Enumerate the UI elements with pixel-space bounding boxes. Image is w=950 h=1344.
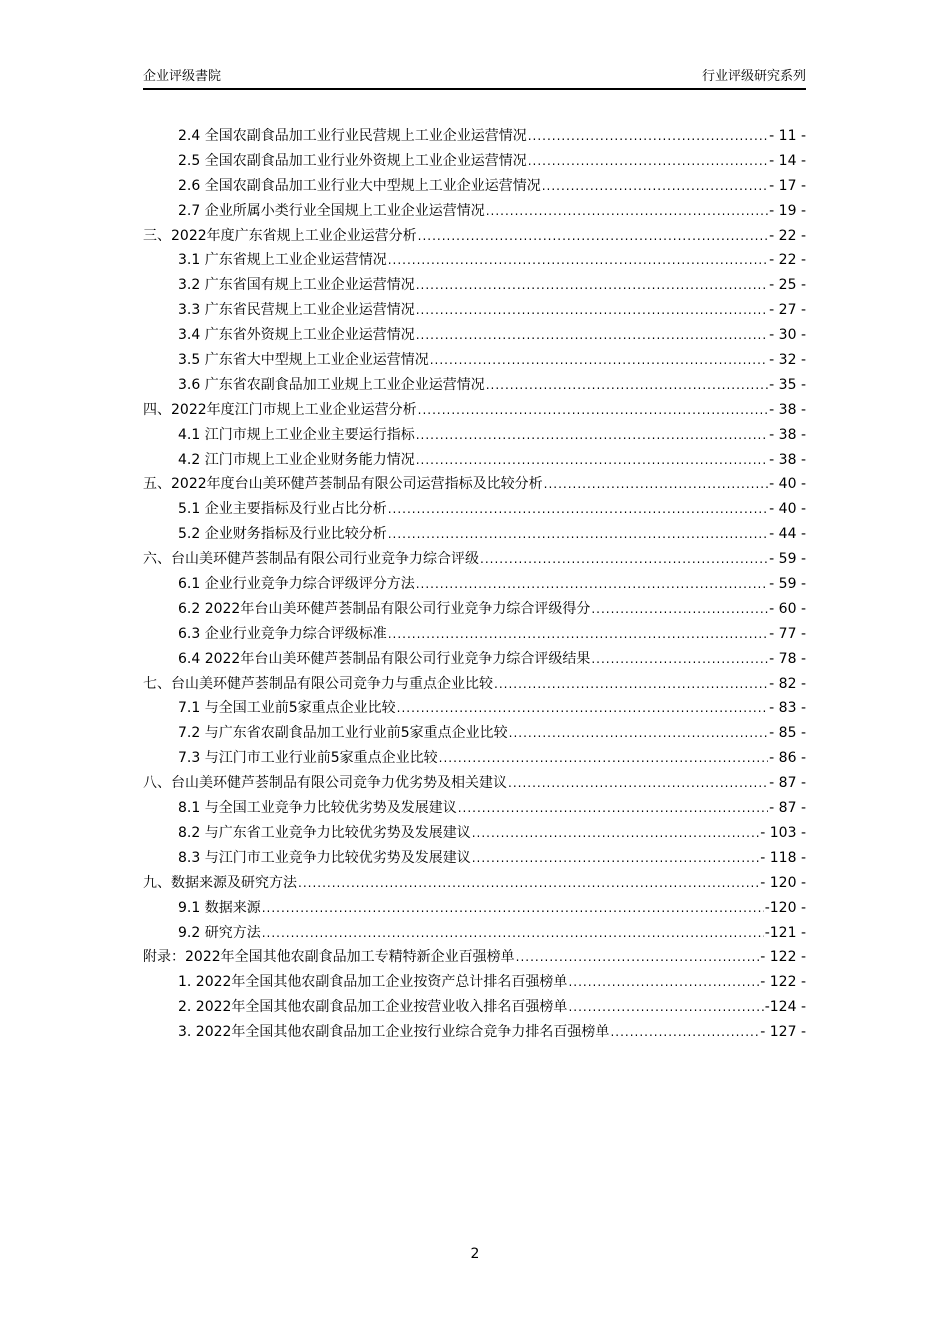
toc-entry-title: 五、2022年度台山美环健芦荟制品有限公司运营指标及比较分析 <box>143 476 543 493</box>
toc-entry-page: - 40 - <box>769 476 806 493</box>
toc-dot-leader <box>418 224 769 249</box>
toc-entry-title: 8.3 与江门市工业竞争力比较优劣势及发展建议 <box>178 849 471 866</box>
toc-section-entry[interactable] <box>143 746 806 771</box>
toc-section-entry[interactable] <box>143 896 806 921</box>
toc-chapter-entry[interactable] <box>143 472 806 497</box>
toc-entry-title: 6.2 2022年台山美环健芦荟制品有限公司行业竞争力综合评级得分 <box>178 600 591 617</box>
toc-section-entry[interactable] <box>143 597 806 622</box>
toc-section-entry[interactable] <box>143 423 806 448</box>
toc-entry-page: - 59 - <box>769 576 806 593</box>
toc-entry-page: -121 - <box>764 924 806 941</box>
toc-chapter-entry[interactable] <box>143 771 806 796</box>
toc-entry-page: - 85 - <box>769 725 806 742</box>
toc-section-entry[interactable] <box>143 373 806 398</box>
toc-entry-page: - 17 - <box>769 177 806 194</box>
toc-entry-page: - 30 - <box>769 327 806 344</box>
toc-dot-leader <box>439 746 769 771</box>
toc-dot-leader <box>542 174 768 199</box>
toc-section-entry[interactable] <box>143 821 806 846</box>
toc-entry-page: - 14 - <box>769 152 806 169</box>
toc-entry-page: - 103 - <box>760 824 806 841</box>
toc-entry-title: 7.3 与江门市工业行业前5家重点企业比较 <box>178 750 438 767</box>
toc-entry-title: 3. 2022年全国其他农副食品加工企业按行业综合竞争力排名百强榜单 <box>178 1024 610 1041</box>
toc-dot-leader <box>262 921 764 946</box>
toc-dot-leader <box>416 448 768 473</box>
toc-section-entry[interactable] <box>143 273 806 298</box>
toc-dot-leader <box>568 970 759 995</box>
toc-entry-title: 附录：2022年全国其他农副食品加工专精特新企业百强榜单 <box>143 949 515 966</box>
toc-entry-page: - 87 - <box>769 775 806 792</box>
header-publisher: 企业评级書院 <box>143 69 222 84</box>
toc-entry-page: - 78 - <box>769 650 806 667</box>
toc-entry-title: 3.4 广东省外资规上工业企业运营情况 <box>178 327 415 344</box>
toc-section-entry[interactable] <box>143 448 806 473</box>
toc-entry-title: 6.3 企业行业竞争力综合评级标准 <box>178 625 387 642</box>
toc-entry-page: -120 - <box>764 899 806 916</box>
toc-dot-leader <box>388 622 768 647</box>
toc-entry-page: - 11 - <box>769 128 806 144</box>
toc-entry-title: 3.6 广东省农副食品加工业规上工业企业运营情况 <box>178 376 485 393</box>
toc-section-entry[interactable] <box>143 497 806 522</box>
toc-section-entry[interactable] <box>143 124 806 149</box>
toc-entry-title: 8.1 与全国工业竞争力比较优劣势及发展建议 <box>178 800 457 817</box>
toc-entry-page: - 27 - <box>769 302 806 319</box>
toc-section-entry[interactable] <box>143 622 806 647</box>
toc-section-entry[interactable] <box>143 522 806 547</box>
toc-entry-title: 7.1 与全国工业前5家重点企业比较 <box>178 700 396 717</box>
toc-entry-page: - 122 - <box>760 974 806 991</box>
toc-dot-leader <box>418 398 769 423</box>
toc-chapter-entry[interactable] <box>143 398 806 423</box>
toc-section-entry[interactable] <box>143 174 806 199</box>
toc-dot-leader <box>458 796 768 821</box>
toc-entry-title: 1. 2022年全国其他农副食品加工企业按资产总计排名百强榜单 <box>178 974 568 991</box>
toc-chapter-entry[interactable] <box>143 945 806 970</box>
toc-entry-page: - 25 - <box>769 277 806 294</box>
toc-entry-title: 4.2 江门市规上工业企业财务能力情况 <box>178 451 415 468</box>
toc-dot-leader <box>494 672 768 697</box>
toc-entry-title: 2.6 全国农副食品加工业行业大中型规上工业企业运营情况 <box>178 177 541 194</box>
toc-dot-leader <box>486 199 768 224</box>
toc-entry-title: 3.2 广东省国有规上工业企业运营情况 <box>178 277 415 294</box>
toc-entry-page: - 122 - <box>760 949 806 966</box>
toc-dot-leader <box>430 348 768 373</box>
toc-section-entry[interactable] <box>143 323 806 348</box>
toc-entry-page: - 77 - <box>769 625 806 642</box>
toc-dot-leader <box>508 771 768 796</box>
toc-section-entry[interactable] <box>143 199 806 224</box>
toc-dot-leader <box>416 572 768 597</box>
toc-dot-leader <box>397 696 769 721</box>
toc-entry-title: 2.5 全国农副食品加工业行业外资规上工业企业运营情况 <box>178 152 527 169</box>
toc-entry-page: - 38 - <box>769 426 806 443</box>
toc-chapter-entry[interactable] <box>143 547 806 572</box>
toc-entry-page: - 38 - <box>769 451 806 468</box>
toc-section-entry[interactable] <box>143 995 806 1020</box>
toc-entry-page: - 60 - <box>769 600 806 617</box>
toc-section-entry[interactable] <box>143 647 806 672</box>
toc-dot-leader <box>298 871 759 896</box>
toc-entry-page: - 22 - <box>769 252 806 269</box>
toc-entry-title: 6.4 2022年台山美环健芦荟制品有限公司行业竞争力综合评级结果 <box>178 650 591 667</box>
toc-dot-leader <box>480 547 768 572</box>
toc-dot-leader <box>416 423 768 448</box>
toc-entry-page: - 118 - <box>760 849 806 866</box>
toc-entry-title: 四、2022年度江门市规上工业企业运营分析 <box>143 401 417 418</box>
toc-entry-page: - 38 - <box>769 401 806 418</box>
toc-section-entry[interactable] <box>143 796 806 821</box>
toc-dot-leader <box>610 1020 759 1045</box>
toc-dot-leader <box>591 597 768 622</box>
toc-entry-title: 七、台山美环健芦荟制品有限公司竞争力与重点企业比较 <box>143 675 493 692</box>
toc-dot-leader <box>591 647 768 672</box>
toc-section-entry[interactable] <box>143 970 806 995</box>
toc-dot-leader <box>528 149 768 174</box>
toc-entry-title: 2. 2022年全国其他农副食品加工企业按营业收入排名百强榜单 <box>178 999 568 1016</box>
page-number: 2 <box>470 1246 480 1262</box>
header-series: 行业评级研究系列 <box>701 69 806 84</box>
toc-entry-page: - 120 - <box>760 874 806 891</box>
toc-section-entry[interactable] <box>143 572 806 597</box>
toc-section-entry[interactable] <box>143 298 806 323</box>
toc-dot-leader <box>416 323 768 348</box>
toc-entry-page: -124 - <box>764 999 806 1016</box>
page-header <box>143 66 806 90</box>
toc-dot-leader <box>388 522 768 547</box>
toc-dot-leader <box>416 298 768 323</box>
toc-section-entry[interactable] <box>143 696 806 721</box>
toc-entry-title: 2.7 企业所属小类行业全国规上工业企业运营情况 <box>178 202 485 219</box>
toc-entry-page: - 59 - <box>769 551 806 568</box>
toc-entry-title: 三、2022年度广东省规上工业企业运营分析 <box>143 227 417 244</box>
toc-entry-page: - 32 - <box>769 352 806 369</box>
toc-section-entry[interactable] <box>143 921 806 946</box>
toc-section-entry[interactable] <box>143 846 806 871</box>
toc-entry-page: - 87 - <box>769 800 806 817</box>
toc-entry-title: 5.1 企业主要指标及行业占比分析 <box>178 501 387 518</box>
toc-entry-title: 3.3 广东省民营规上工业企业运营情况 <box>178 302 415 319</box>
toc-section-entry[interactable] <box>143 348 806 373</box>
toc-entry-page: - 127 - <box>760 1024 806 1041</box>
toc-section-entry[interactable] <box>143 248 806 273</box>
toc-chapter-entry[interactable] <box>143 672 806 697</box>
toc-section-entry[interactable] <box>143 1020 806 1045</box>
toc-dot-leader <box>388 497 768 522</box>
toc-section-entry[interactable] <box>143 721 806 746</box>
toc-entry-title: 3.5 广东省大中型规上工业企业运营情况 <box>178 352 429 369</box>
toc-dot-leader <box>472 821 760 846</box>
toc-entry-title: 六、台山美环健芦荟制品有限公司行业竞争力综合评级 <box>143 551 479 568</box>
toc-entry-title: 6.1 企业行业竞争力综合评级评分方法 <box>178 576 415 593</box>
toc-entry-title: 9.2 研究方法 <box>178 924 261 941</box>
toc-entry-title: 5.2 企业财务指标及行业比较分析 <box>178 526 387 543</box>
toc-section-entry[interactable] <box>143 149 806 174</box>
toc-entry-title: 7.2 与广东省农副食品加工业行业前5家重点企业比较 <box>178 725 508 742</box>
toc-entry-page: - 22 - <box>769 227 806 244</box>
toc-entry-page: - 86 - <box>769 750 806 767</box>
toc-entry-title: 八、台山美环健芦荟制品有限公司竞争力优劣势及相关建议 <box>143 775 507 792</box>
toc-dot-leader <box>516 945 760 970</box>
toc-entry-page: - 19 - <box>769 202 806 219</box>
toc-entry-page: - 40 - <box>769 501 806 518</box>
toc-chapter-entry[interactable] <box>143 871 806 896</box>
toc-entry-title: 4.1 江门市规上工业企业主要运行指标 <box>178 426 415 443</box>
toc-dot-leader <box>472 846 760 871</box>
toc-dot-leader <box>568 995 763 1020</box>
toc-entry-title: 9.1 数据来源 <box>178 899 261 916</box>
toc-dot-leader <box>262 896 764 921</box>
toc-dot-leader <box>486 373 768 398</box>
toc-dot-leader <box>544 472 769 497</box>
toc-entry-title: 3.1 广东省规上工业企业运营情况 <box>178 252 387 269</box>
toc-entry-title: 8.2 与广东省工业竞争力比较优劣势及发展建议 <box>178 824 471 841</box>
toc-dot-leader <box>528 124 768 149</box>
toc-dot-leader <box>388 248 768 273</box>
toc-chapter-entry[interactable] <box>143 224 806 249</box>
toc-entry-title: 2.4 全国农副食品加工业行业民营规上工业企业运营情况 <box>178 128 527 144</box>
toc-entry-page: - 82 - <box>769 675 806 692</box>
toc-entry-page: - 35 - <box>769 376 806 393</box>
toc-entry-title: 九、数据来源及研究方法 <box>143 874 297 891</box>
table-of-contents <box>143 124 806 1045</box>
toc-dot-leader <box>509 721 769 746</box>
toc-entry-page: - 44 - <box>769 526 806 543</box>
toc-dot-leader <box>416 273 768 298</box>
toc-entry-page: - 83 - <box>769 700 806 717</box>
